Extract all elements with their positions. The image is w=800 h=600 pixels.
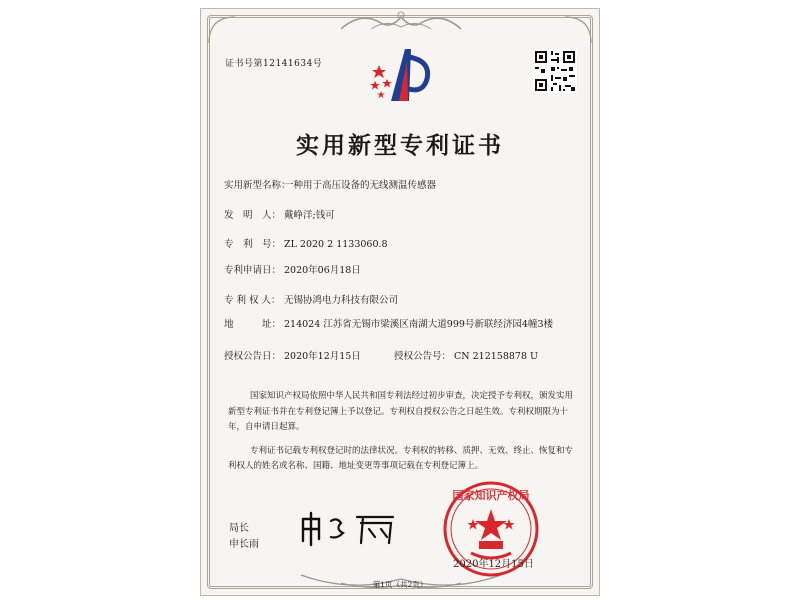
signatory-block xyxy=(229,521,259,553)
field-grant-announcement xyxy=(224,348,579,362)
field-label: 实用新型名称： xyxy=(224,180,291,191)
page-number: 第1页（共2页） xyxy=(372,580,428,589)
signatory-name: 申长雨 xyxy=(229,539,259,550)
top-ornament-icon xyxy=(331,9,471,33)
field-label: 发 明 人： xyxy=(224,210,282,221)
field-patentee xyxy=(224,292,579,306)
field-label: 授权公告号： xyxy=(394,351,452,362)
seal-date: 2020年12月15日 xyxy=(453,559,534,570)
cnipa-logo-icon xyxy=(369,43,433,107)
field-label: 专 利 权 人： xyxy=(224,295,281,306)
field-label: 专 利 号： xyxy=(224,239,282,250)
field-label: 专利申请日： xyxy=(224,265,282,276)
seal-text: 国家知识产权局 xyxy=(452,489,530,502)
body-paragraph: 国家知识产权局依照中华人民共和国专利法经过初步审查，决定授予专利权，颁发实用新型专利证书并在专利登记簿上予以登记。专利权自授权公告之日起生效。专利权期限为十年，自申请日起算。 xyxy=(228,391,574,432)
patent-certificate xyxy=(200,8,600,596)
certificate-body-text xyxy=(228,389,579,483)
certificate-title: 实用新型专利证书 xyxy=(296,132,504,159)
certificate-number: 证书号第12141634号 xyxy=(225,59,323,69)
signatory-title: 局长 xyxy=(229,523,249,534)
body-paragraph: 专利证书记载专利权登记时的法律状况。专利权的转移、质押、无效、终止、恢复和专利权人的姓名或名称、国籍、地址变更等事项记载在专利登记簿上。 xyxy=(228,445,574,471)
field-value: 无锡协鸿电力科技有限公司 xyxy=(284,295,399,306)
field-value: 一种用于高压设备的无线测温传感器 xyxy=(284,180,437,191)
field-inventors xyxy=(224,207,579,221)
field-value: ZL 2020 2 1133060.8 xyxy=(284,239,388,250)
corner-ornament-icon xyxy=(563,15,593,45)
handwritten-signature-icon xyxy=(297,509,407,549)
field-value: 戴峥洋;钱可 xyxy=(284,210,335,221)
field-label: 授权公告日： xyxy=(224,351,282,362)
field-value: CN 212158878 U xyxy=(454,351,539,362)
field-address xyxy=(224,317,579,332)
field-value: 2020年06月18日 xyxy=(284,265,361,276)
corner-ornament-icon xyxy=(207,15,237,45)
field-application-date xyxy=(224,262,579,276)
field-utility-model-name xyxy=(224,177,579,191)
field-value: 2020年12月15日 xyxy=(284,351,361,362)
qr-code-icon xyxy=(533,49,577,93)
field-value: 214024 江苏省无锡市梁溪区南湖大道999号新联经济园4幢3楼 xyxy=(284,319,554,330)
field-label: 地 址： xyxy=(224,319,282,330)
field-patent-number xyxy=(224,236,579,250)
